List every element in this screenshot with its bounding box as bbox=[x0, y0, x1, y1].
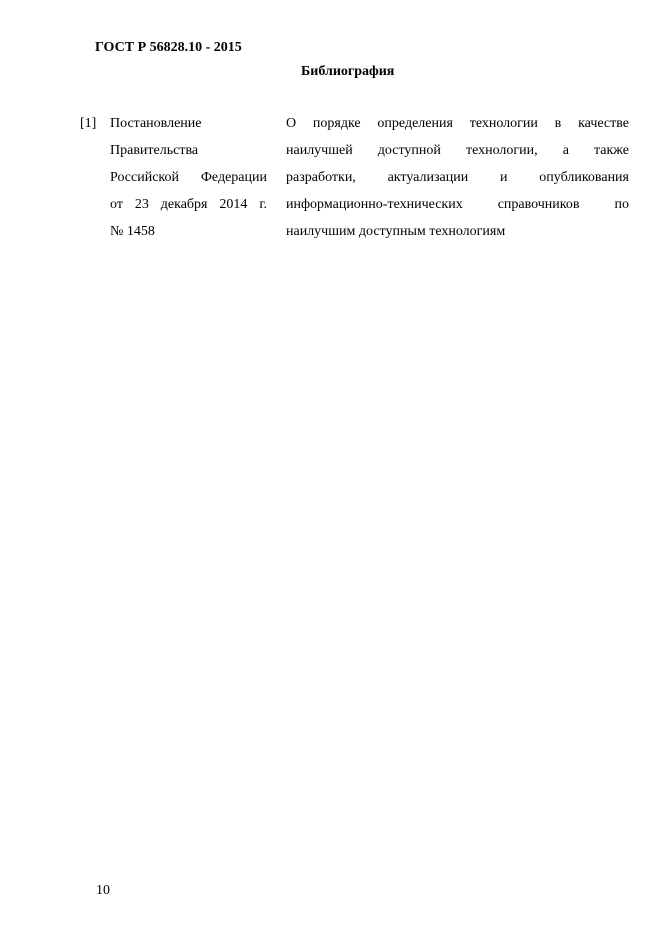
entry-source bbox=[110, 110, 267, 245]
source-line: Правительства bbox=[110, 143, 199, 158]
source-line: Постановление bbox=[110, 116, 202, 131]
page-number: 10 bbox=[96, 883, 110, 898]
document-standard-id: ГОСТ Р 56828.10 - 2015 bbox=[95, 40, 242, 55]
title-line: информационно-технических справочников по bbox=[286, 197, 629, 212]
title-line: О порядке определения технологии в качестве bbox=[286, 116, 629, 131]
entry-number: [1] bbox=[80, 116, 97, 131]
title-line: наилучшей доступной технологии, а также bbox=[286, 143, 629, 158]
source-line: № 1458 bbox=[110, 224, 155, 239]
entry-title bbox=[286, 110, 629, 245]
title-line: наилучшим доступным технологиям bbox=[286, 224, 506, 239]
section-title: Библиография bbox=[301, 64, 395, 79]
source-line: Российской Федерации bbox=[110, 170, 267, 185]
title-line: разработки, актуализации и опубликования bbox=[286, 170, 629, 185]
source-line: от 23 декабря 2014 г. bbox=[110, 197, 267, 212]
